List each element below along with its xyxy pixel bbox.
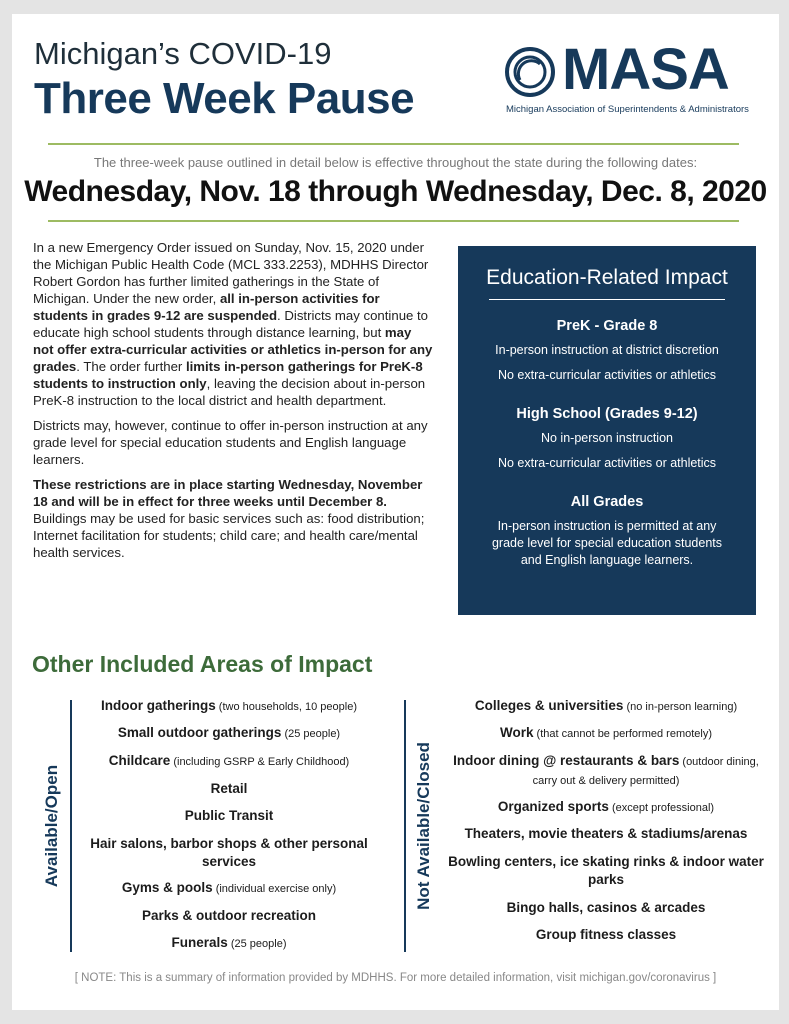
intro-text: The three-week pause outlined in detail below is effective throughout the state during the following dates: — [93, 155, 698, 170]
footer-note: [ NOTE: This is a summary of information provided by MDHHS. For more detailed information, visit michigan.gov/coronavirus ] — [74, 972, 717, 984]
closed-column-rule — [404, 700, 406, 952]
prek-heading: PreK - Grade 8 — [556, 318, 658, 334]
item-name: Gyms & pools — [121, 880, 213, 895]
body-text: , leaving the decision about in-person PreK-8 instruction to the local district and health department. — [33, 376, 426, 408]
item-name: Group fitness classes — [535, 927, 677, 942]
closed-item — [443, 926, 769, 944]
item-name: Small outdoor gatherings — [117, 725, 282, 740]
item-name: Indoor gatherings — [100, 698, 216, 713]
item-name: Public Transit — [184, 808, 274, 823]
emphasis-text: all in-person activities for students in grades 9-12 are suspended — [33, 291, 380, 323]
open-item — [76, 724, 382, 743]
impact-box-divider — [489, 299, 725, 300]
open-item — [76, 907, 382, 925]
closed-item — [443, 724, 769, 743]
other-areas-title: Other Included Areas of Impact — [32, 651, 373, 677]
emphasis-text: These restrictions are in place starting Wednesday, November 18 and will be in effect for three weeks until December 8. — [33, 477, 423, 509]
closed-item — [443, 825, 769, 843]
education-impact-box — [458, 246, 756, 615]
body-text: Districts may, however, continue to offer in-person instruction at any grade level for special education students and English language learners. — [33, 418, 428, 467]
effective-dates: Wednesday, Nov. 18 through Wednesday, Dec. 8, 2020 — [24, 175, 767, 208]
logo-subtitle: Michigan Association of Superintendents & Administrators — [506, 104, 749, 115]
open-item — [76, 752, 382, 771]
closed-item — [443, 697, 769, 716]
item-note: (including GSRP & Early Childhood) — [170, 756, 350, 768]
item-note: (except professional) — [608, 802, 715, 814]
divider-bottom — [48, 220, 739, 222]
item-name: Indoor dining @ restaurants & bars — [453, 753, 680, 768]
open-item — [76, 835, 382, 871]
item-name: Work — [499, 725, 534, 740]
title-line-2: Three Week Pause — [34, 74, 415, 123]
flyer-page — [12, 14, 779, 1010]
high-school-line-1: No in-person instruction — [540, 431, 673, 445]
title-line-1: Michigan’s COVID-19 — [34, 36, 332, 71]
item-name: Colleges & universities — [474, 698, 624, 713]
masa-logo — [504, 37, 768, 122]
item-name: Parks & outdoor recreation — [141, 908, 317, 923]
item-note: (two households, 10 people) — [215, 701, 357, 713]
item-name: Hair salons, barbor shops & other personal services — [90, 836, 368, 869]
open-column-rule — [70, 700, 72, 952]
impact-box-title: Education-Related Impact — [486, 266, 728, 289]
item-name: Theaters, movie theaters & stadiums/arenas — [464, 826, 748, 841]
item-note: (outdoor dining, carry out & delivery permitted) — [532, 756, 759, 787]
open-item — [76, 697, 382, 716]
all-grades-heading: All Grades — [570, 494, 644, 510]
item-name: Bingo halls, casinos & arcades — [506, 900, 706, 915]
high-school-line-2: No extra-curricular activities or athletics — [497, 456, 717, 470]
closed-list — [443, 697, 769, 957]
body-text: Buildings may be used for basic services such as: food distribution; Internet facilitation for students; child care; and health care/mental health services. — [33, 511, 425, 560]
emphasis-text: limits in-person gatherings for PreK-8 students to instruction only — [33, 359, 423, 391]
not-available-closed-label: Not Available/Closed — [414, 742, 433, 910]
open-item — [76, 807, 382, 825]
open-item — [76, 934, 382, 953]
item-name: Funerals — [171, 935, 228, 950]
item-note: (25 people) — [281, 728, 341, 740]
body-text: . Districts may continue to educate high school students through distance learning, but — [33, 308, 429, 340]
item-name: Retail — [210, 781, 248, 796]
paragraph-exceptions — [33, 417, 433, 468]
closed-item — [443, 798, 769, 817]
item-name: Organized sports — [497, 799, 609, 814]
closed-item — [443, 853, 769, 889]
item-note: (25 people) — [227, 938, 287, 950]
open-item — [76, 780, 382, 798]
emphasis-text: may not offer extra-curricular activities or athletics in-person for any grades — [33, 325, 433, 374]
item-note: (individual exercise only) — [212, 883, 337, 895]
paragraph-dates — [33, 476, 433, 561]
open-list — [76, 697, 382, 957]
paragraph-order — [33, 239, 433, 409]
closed-item — [443, 752, 769, 790]
item-name: Bowling centers, ice skating rinks & indoor water parks — [448, 854, 764, 887]
open-item — [76, 879, 382, 898]
high-school-heading: High School (Grades 9-12) — [516, 406, 698, 422]
available-open-label: Available/Open — [42, 764, 61, 888]
item-note: (no in-person learning) — [623, 701, 738, 713]
closed-item — [443, 899, 769, 917]
item-note: (that cannot be performed remotely) — [533, 728, 713, 740]
all-grades-text: In-person instruction is permitted at any grade level for special education students and English language learners. — [491, 519, 722, 567]
body-text: In a new Emergency Order issued on Sunday, Nov. 15, 2020 under the Michigan Public Health Code (MCL 333.2253), MDHHS Director Robert Gordon has further limited gatherings in the State of Michigan. Under the new order, — [33, 240, 429, 306]
body-text: . The order further — [76, 359, 186, 374]
item-name: Childcare — [108, 753, 171, 768]
divider-top — [48, 143, 739, 145]
logo-wordmark: MASA — [562, 37, 729, 102]
prek-line-2: No extra-curricular activities or athletics — [497, 368, 717, 382]
masa-ring-icon — [504, 46, 556, 98]
prek-line-1: In-person instruction at district discretion — [495, 343, 719, 357]
order-description — [33, 239, 433, 569]
